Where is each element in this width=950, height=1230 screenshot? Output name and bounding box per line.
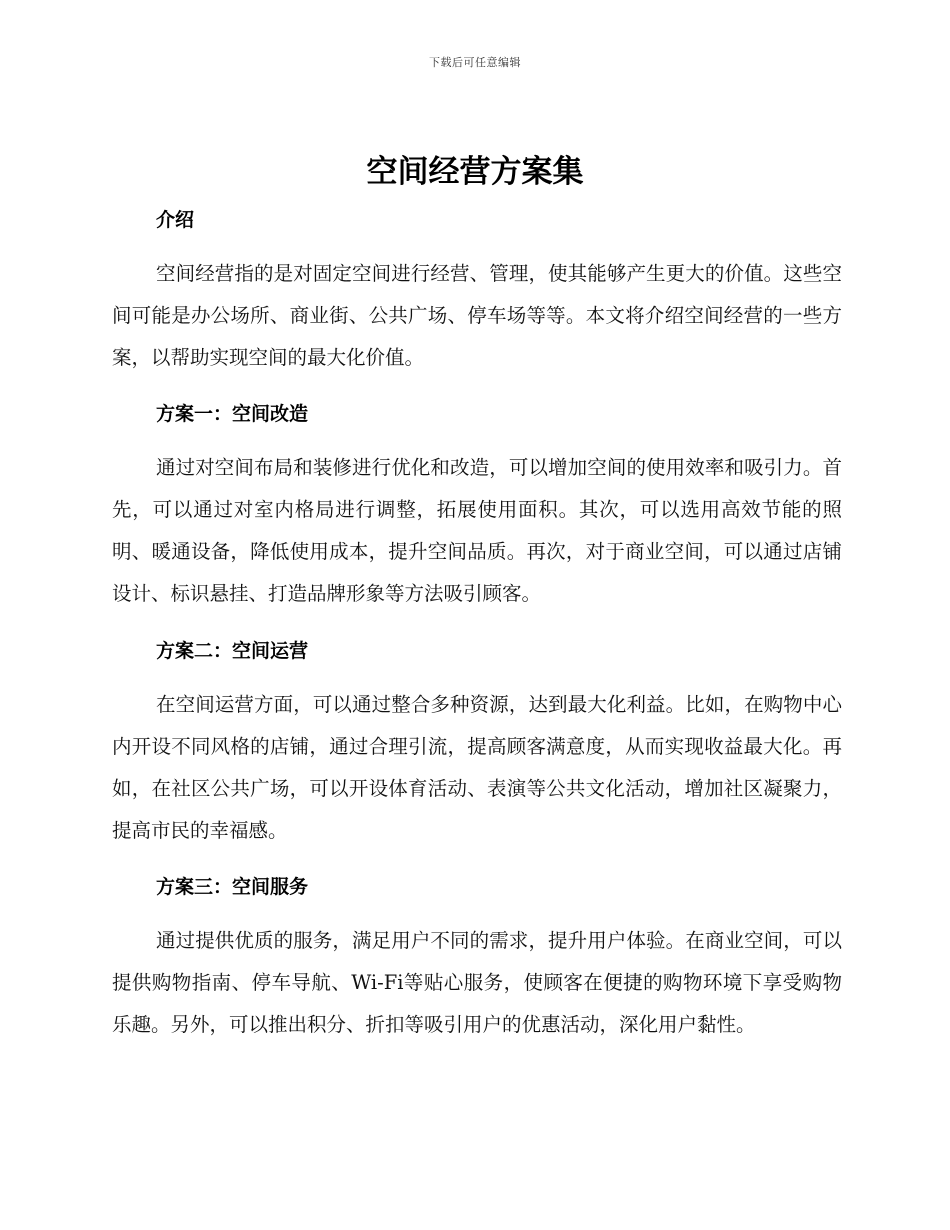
section-heading-plan-3: 方案三：空间服务 (156, 876, 309, 898)
section-body-plan-3: 通过提供优质的服务，满足用户不同的需求，提升用户体验。在商业空间，可以提供购物指南、停车导航、Wi-Fi等贴心服务，使顾客在便捷的购物环境下享受购物乐趣。另外，可以推出积分、折扣等吸引用户的优惠活动，深化用户黏性。 (112, 929, 842, 1036)
section-body-plan-1: 通过对空间布局和装修进行优化和改造，可以增加空间的使用效率和吸引力。首先，可以通过对室内格局进行调整，拓展使用面积。其次，可以选用高效节能的照明、暖通设备，降低使用成本，提升空间品质。再次，对于商业空间，可以通过店铺设计、标识悬挂、打造品牌形象等方法吸引顾客。 (112, 456, 842, 605)
section-body-intro: 空间经营指的是对固定空间进行经营、管理，使其能够产生更大的价值。这些空间可能是办公场所、商业街、公共广场、停车场等等。本文将介绍空间经营的一些方案，以帮助实现空间的最大化价值。 (112, 262, 842, 369)
section-heading-plan-2: 方案二：空间运营 (156, 640, 309, 662)
document-title: 空间经营方案集 (366, 154, 584, 190)
section-heading-plan-1: 方案一：空间改造 (156, 403, 309, 425)
section-body-plan-2: 在空间运营方面，可以通过整合多种资源，达到最大化利益。比如，在购物中心内开设不同风格的店铺，通过合理引流，提高顾客满意度，从而实现收益最大化。再如，在社区公共广场，可以开设体育活动、表演等公共文化活动，增加社区凝聚力，提高市民的幸福感。 (112, 693, 842, 842)
section-heading-intro: 介绍 (156, 209, 195, 231)
header-note: 下载后可任意编辑 (429, 56, 521, 69)
